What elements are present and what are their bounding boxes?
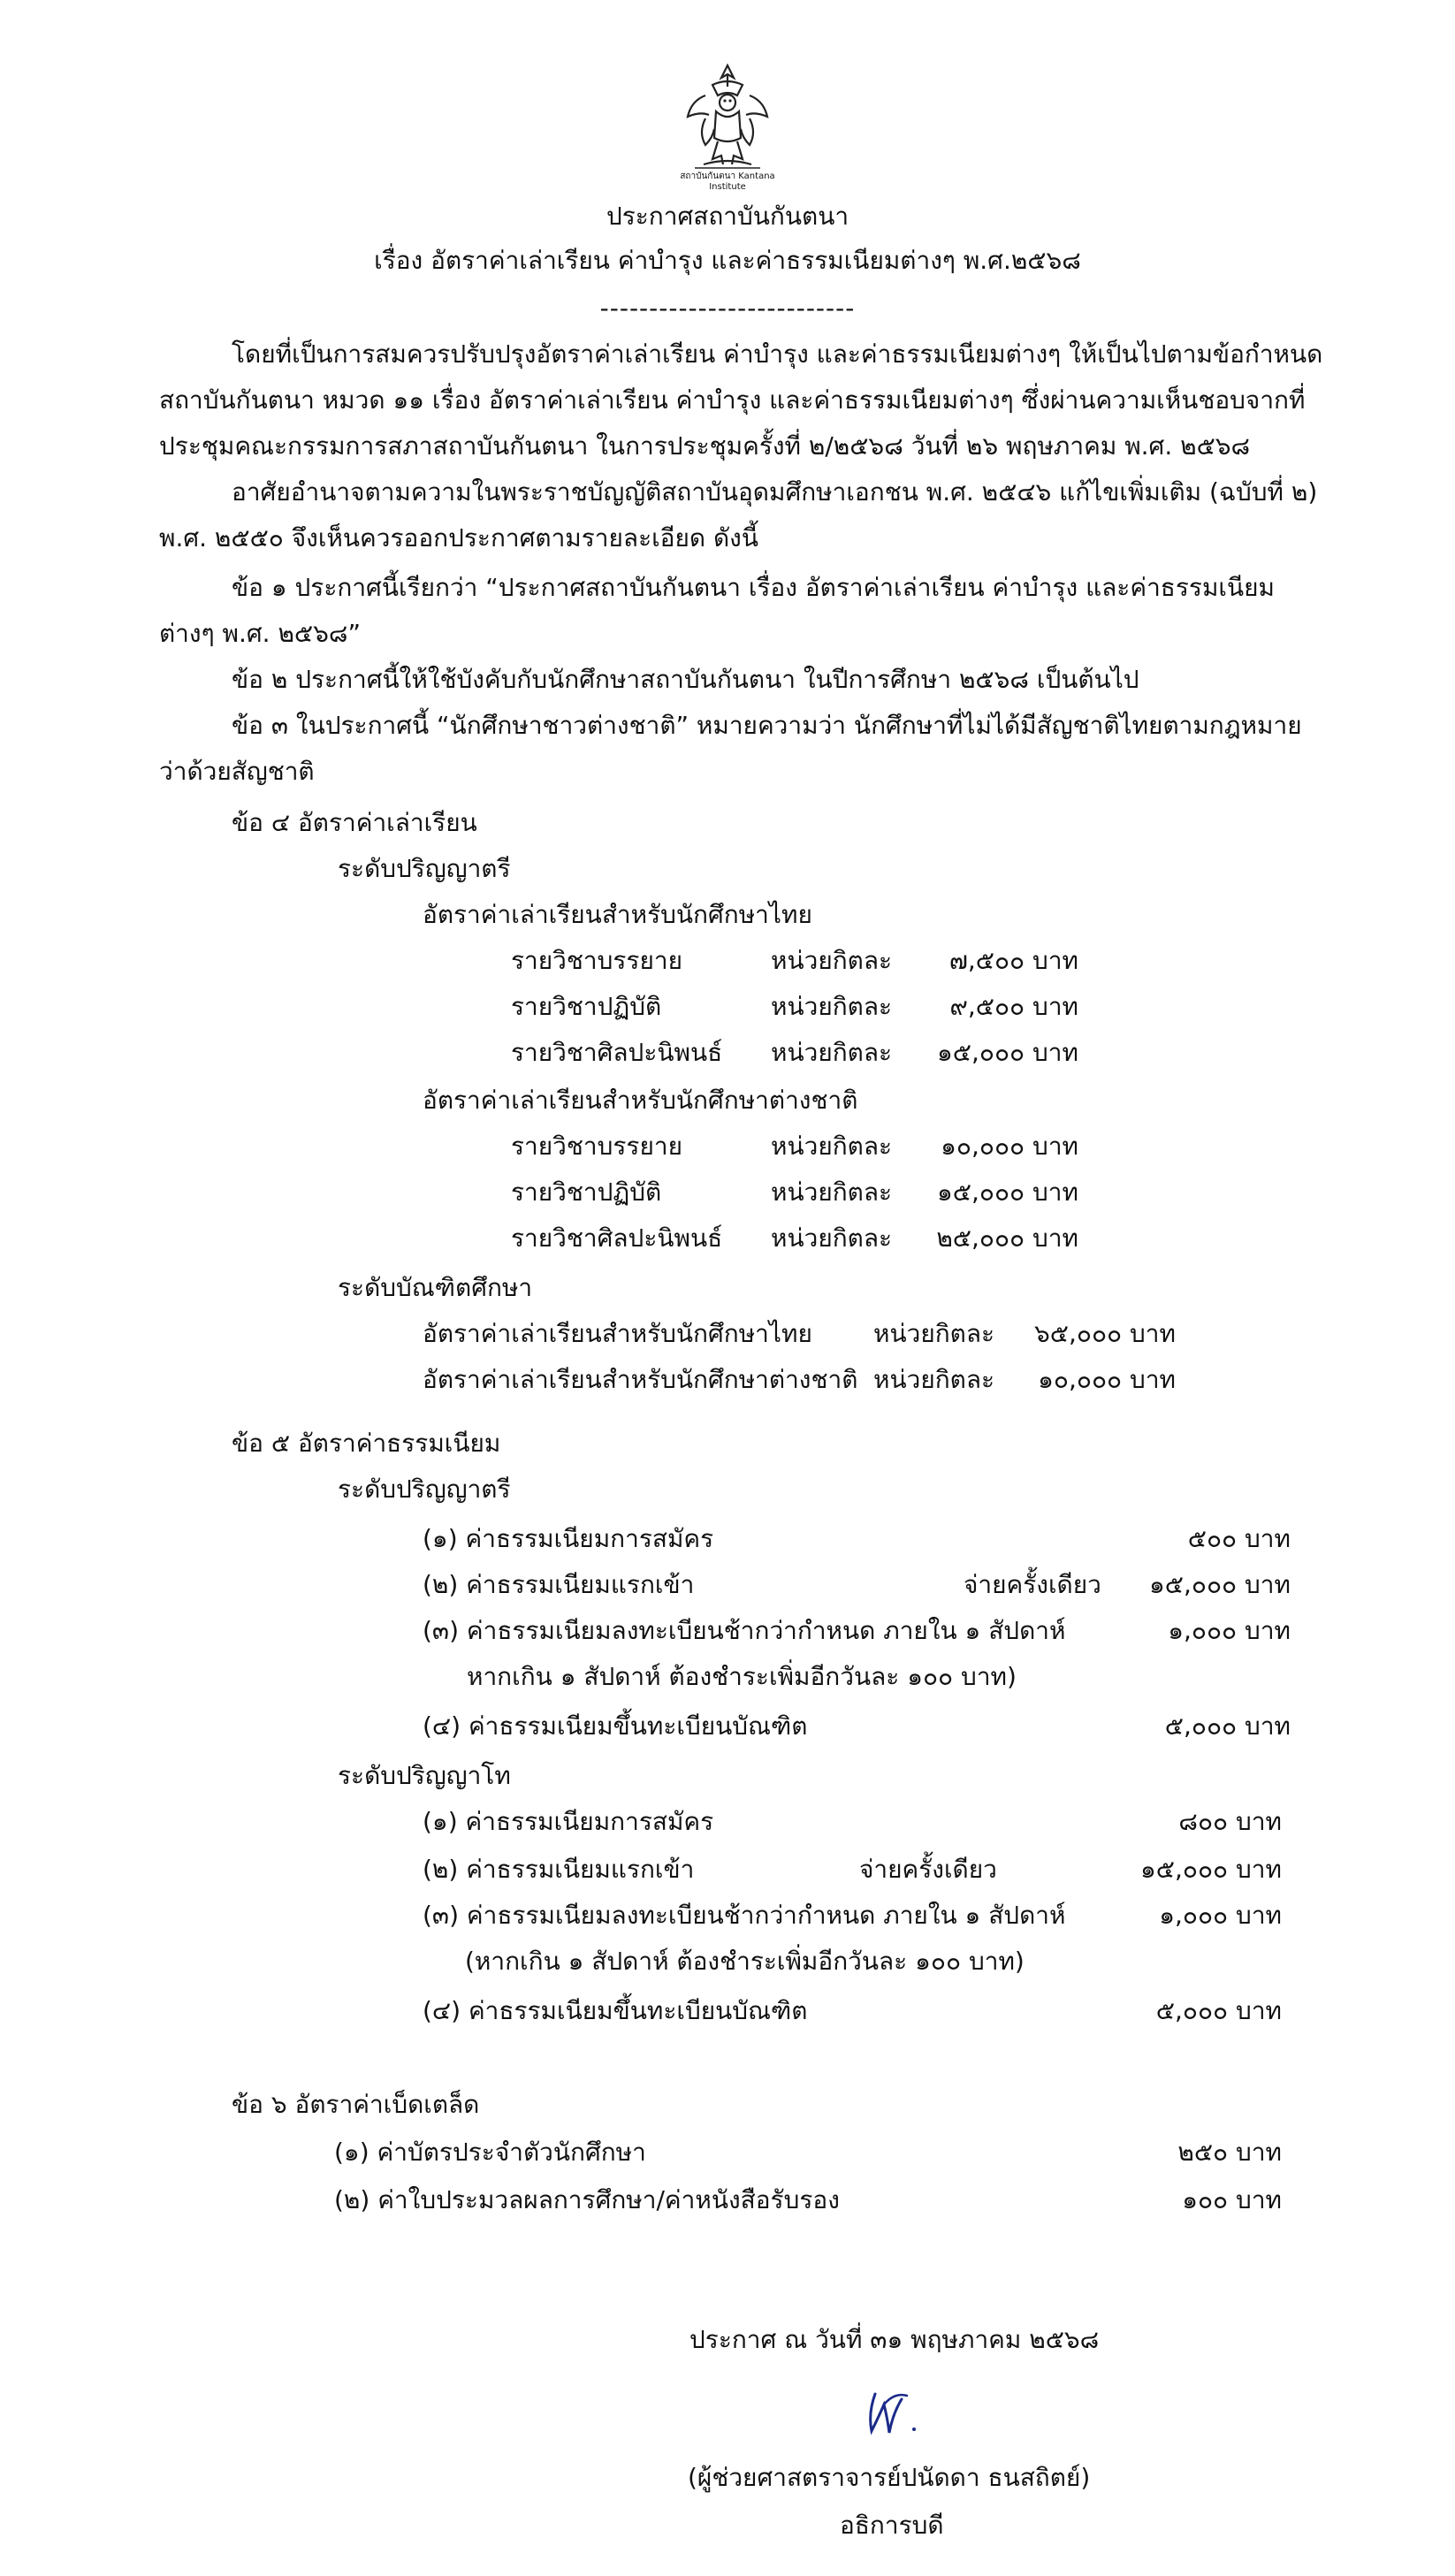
fee-item-note: หากเกิน ๑ สัปดาห์ ต้องชำระเพิ่มอีกวันละ ๑๐๐ บาท) xyxy=(467,1662,1017,1691)
fee-item-label: (๑) ค่าธรรมเนียมการสมัคร xyxy=(423,1807,714,1836)
fee-item-amount: ๑,๐๐๐ บาท xyxy=(1159,1901,1282,1930)
fee-item-note: (หากเกิน ๑ สัปดาห์ ต้องชำระเพิ่มอีกวันละ ๑๐๐ บาท) xyxy=(465,1947,1025,1976)
clause-2: ข้อ ๒ ประกาศนี้ให้ใช้บังคับกับนักศึกษาสถาบันกันตนา ในปีการศึกษา ๒๕๖๘ เป็นต้นไป xyxy=(232,665,1139,694)
table-row-amount: ๑๕,๐๐๐ บาท xyxy=(937,1177,1078,1207)
fee-item-amount: ๕,๐๐๐ บาท xyxy=(1164,1711,1291,1741)
document-title: ประกาศสถาบันกันตนา xyxy=(606,202,849,231)
fee-item-amount: ๑๕,๐๐๐ บาท xyxy=(1149,1570,1291,1599)
preamble-line-2: สถาบันกันตนา หมวด ๑๑ เรื่อง อัตราค่าเล่าเรียน ค่าบำรุง และค่าธรรมเนียมต่างๆ ซึ่งผ่านความเห็นชอบจากที่ xyxy=(159,385,1306,415)
tuition-graduate-heading: ระดับบัณฑิตศึกษา xyxy=(338,1273,533,1302)
preamble-line-5: พ.ศ. ๒๕๕๐ จึงเห็นควรออกประกาศตามรายละเอียด ดังนี้ xyxy=(159,523,758,553)
tuition-foreign-heading: อัตราค่าเล่าเรียนสำหรับนักศึกษาต่างชาติ xyxy=(423,1086,858,1115)
garuda-emblem-icon xyxy=(679,60,776,188)
fees-master-heading: ระดับปริญญาโท xyxy=(338,1761,511,1790)
handwritten-signature xyxy=(849,2378,946,2449)
clause-1-line-2: ต่างๆ พ.ศ. ๒๕๖๘” xyxy=(159,619,361,648)
fees-bachelor-heading: ระดับปริญญาตรี xyxy=(338,1475,511,1504)
fee-item-amount: ๑,๐๐๐ บาท xyxy=(1168,1616,1291,1645)
fee-item-note: จ่ายครั้งเดียว xyxy=(859,1855,997,1884)
misc-heading: ข้อ ๖ อัตราค่าเบ็ดเตล็ด xyxy=(232,2090,480,2119)
table-row-unit: หน่วยกิตละ xyxy=(873,1365,995,1394)
table-row-subject: รายวิชาบรรยาย xyxy=(511,1132,683,1161)
table-row-subject: รายวิชาปฏิบัติ xyxy=(511,992,662,1021)
table-row-unit: หน่วยกิตละ xyxy=(771,992,893,1021)
fee-item-label: (๒) ค่าธรรมเนียมแรกเข้า xyxy=(423,1855,695,1884)
table-row-unit: หน่วยกิตละ xyxy=(771,1177,893,1207)
fee-item-label: (๑) ค่าธรรมเนียมการสมัคร xyxy=(423,1524,714,1553)
tuition-heading: ข้อ ๔ อัตราค่าเล่าเรียน xyxy=(232,808,477,837)
table-row-subject: รายวิชาศิลปะนิพนธ์ xyxy=(511,1038,723,1067)
table-row-amount: ๖๕,๐๐๐ บาท xyxy=(1034,1319,1176,1348)
table-row-amount: ๗,๕๐๐ บาท xyxy=(948,946,1078,975)
table-row-unit: หน่วยกิตละ xyxy=(873,1319,995,1348)
table-row-unit: หน่วยกิตละ xyxy=(771,946,893,975)
table-row-unit: หน่วยกิตละ xyxy=(771,1038,893,1067)
clause-3-line-2: ว่าด้วยสัญชาติ xyxy=(159,757,315,786)
clause-1-line-1: ข้อ ๑ ประกาศนี้เรียกว่า “ประกาศสถาบันกันตนา เรื่อง อัตราค่าเล่าเรียน ค่าบำรุง และค่าธรรมเนียม xyxy=(232,573,1275,602)
table-row-label: อัตราค่าเล่าเรียนสำหรับนักศึกษาต่างชาติ xyxy=(423,1365,858,1394)
table-row-amount: ๙,๕๐๐ บาท xyxy=(949,992,1078,1021)
announcement-date: ประกาศ ณ วันที่ ๓๑ พฤษภาคม ๒๕๖๘ xyxy=(689,2325,1100,2354)
table-row-label: อัตราค่าเล่าเรียนสำหรับนักศึกษาไทย xyxy=(423,1319,812,1348)
table-row-subject: รายวิชาปฏิบัติ xyxy=(511,1177,662,1207)
fee-item-label: (๓) ค่าธรรมเนียมลงทะเบียนช้ากว่ากำหนด ภายใน ๑ สัปดาห์ xyxy=(423,1901,1066,1930)
table-row-amount: ๑๕,๐๐๐ บาท xyxy=(937,1038,1078,1067)
signer-name: (ผู้ช่วยศาสตราจารย์ปนัดดา ธนสถิตย์) xyxy=(688,2463,1091,2492)
fee-item-label: (๓) ค่าธรรมเนียมลงทะเบียนช้ากว่ากำหนด ภายใน ๑ สัปดาห์ xyxy=(423,1616,1066,1645)
table-row-amount: ๒๕,๐๐๐ บาท xyxy=(936,1223,1078,1253)
fee-item-amount: ๘๐๐ บาท xyxy=(1178,1807,1282,1836)
fee-item-amount: ๑๕,๐๐๐ บาท xyxy=(1140,1855,1282,1884)
tuition-bachelor-heading: ระดับปริญญาตรี xyxy=(338,854,511,883)
tuition-thai-heading: อัตราค่าเล่าเรียนสำหรับนักศึกษาไทย xyxy=(423,900,812,929)
misc-item-label: (๑) ค่าบัตรประจำตัวนักศึกษา xyxy=(334,2138,646,2167)
clause-3-line-1: ข้อ ๓ ในประกาศนี้ “นักศึกษาชาวต่างชาติ” หมายความว่า นักศึกษาที่ไม่ได้มีสัญชาติไทยตามกฎหมาย xyxy=(232,711,1302,740)
table-row-unit: หน่วยกิตละ xyxy=(771,1223,893,1253)
preamble-line-3: ประชุมคณะกรรมการสภาสถาบันกันตนา ในการประชุมครั้งที่ ๒/๒๕๖๘ วันที่ ๒๖ พฤษภาคม พ.ศ. ๒๕๖๘ xyxy=(159,431,1251,461)
signer-position: อธิการบดี xyxy=(840,2511,944,2540)
table-row-amount: ๑๐,๐๐๐ บาท xyxy=(941,1132,1078,1161)
fee-item-label: (๔) ค่าธรรมเนียมขึ้นทะเบียนบัณฑิต xyxy=(423,1996,808,2025)
title-divider: -------------------------- xyxy=(599,293,856,323)
document-subject: เรื่อง อัตราค่าเล่าเรียน ค่าบำรุง และค่าธรรมเนียมต่างๆ พ.ศ.๒๕๖๘ xyxy=(374,246,1081,275)
table-row-amount: ๑๐,๐๐๐ บาท xyxy=(1038,1365,1176,1394)
institute-logo xyxy=(679,60,776,192)
fee-item-label: (๒) ค่าธรรมเนียมแรกเข้า xyxy=(423,1570,695,1599)
misc-item-amount: ๑๐๐ บาท xyxy=(1182,2185,1282,2214)
table-row-unit: หน่วยกิตละ xyxy=(771,1132,893,1161)
misc-item-amount: ๒๕๐ บาท xyxy=(1177,2138,1282,2167)
fees-heading: ข้อ ๕ อัตราค่าธรรมเนียม xyxy=(232,1429,501,1458)
fee-item-label: (๔) ค่าธรรมเนียมขึ้นทะเบียนบัณฑิต xyxy=(423,1711,808,1741)
fee-item-amount: ๕,๐๐๐ บาท xyxy=(1155,1996,1282,2025)
fee-item-amount: ๕๐๐ บาท xyxy=(1187,1524,1291,1553)
preamble-line-4: อาศัยอำนาจตามความในพระราชบัญญัติสถาบันอุดมศึกษาเอกชน พ.ศ. ๒๕๔๖ แก้ไขเพิ่มเติม (ฉบับที่ ๒) xyxy=(232,477,1318,507)
fee-item-note: จ่ายครั้งเดียว xyxy=(964,1570,1101,1599)
misc-item-label: (๒) ค่าใบประมวลผลการศึกษา/ค่าหนังสือรับรอง xyxy=(334,2185,840,2214)
logo-caption: สถาบันกันตนา Kantana Institute xyxy=(680,171,775,192)
table-row-subject: รายวิชาศิลปะนิพนธ์ xyxy=(511,1223,723,1253)
table-row-subject: รายวิชาบรรยาย xyxy=(511,946,683,975)
preamble-line-1: โดยที่เป็นการสมควรปรับปรุงอัตราค่าเล่าเรียน ค่าบำรุง และค่าธรรมเนียมต่างๆ ให้เป็นไปตามข้อกำหนด xyxy=(232,339,1323,369)
